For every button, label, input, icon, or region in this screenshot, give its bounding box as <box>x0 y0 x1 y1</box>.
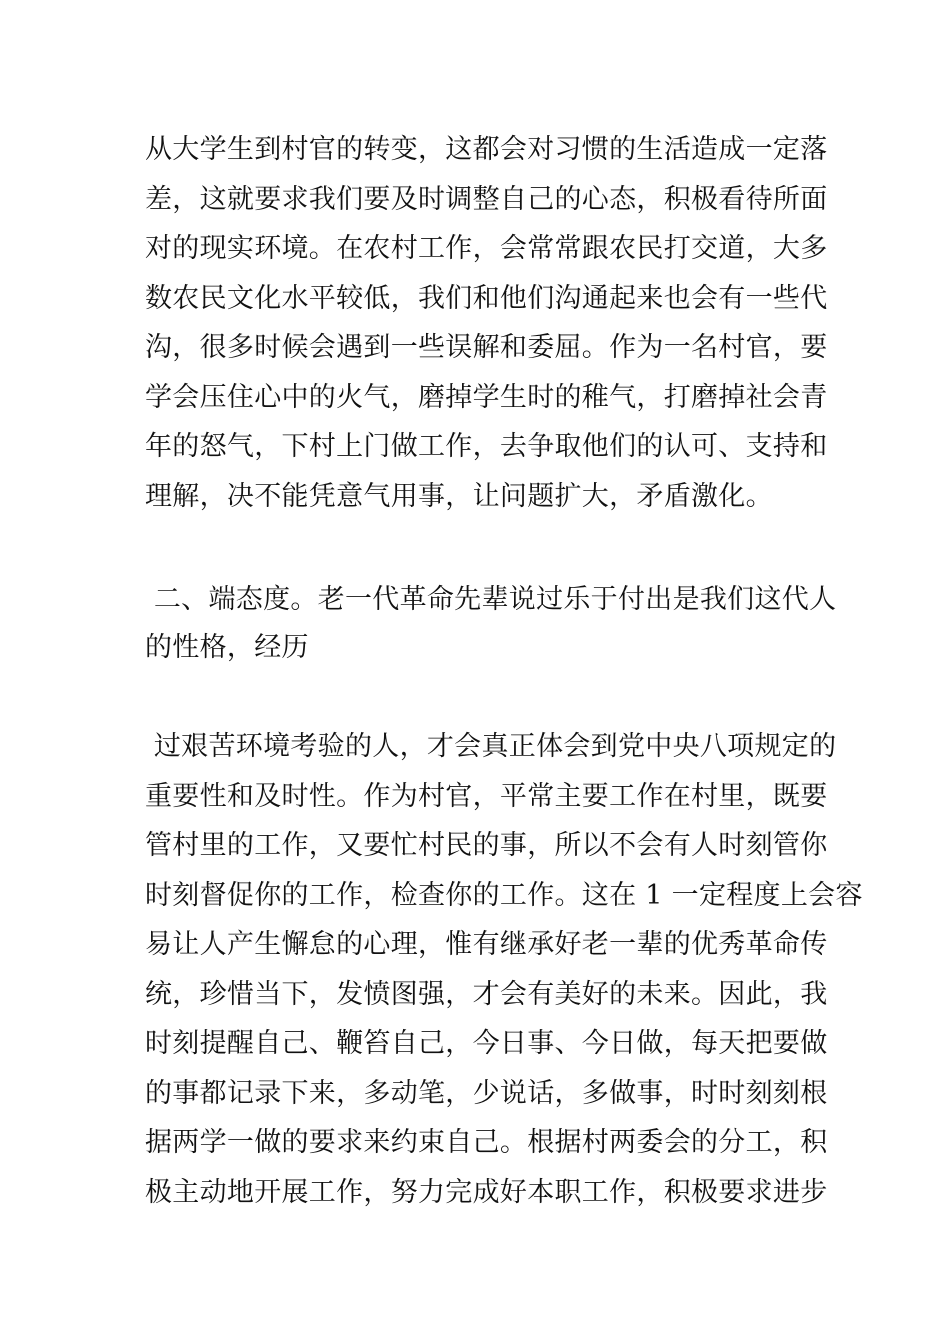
text-line: 极主动地开展工作，努力完成好本职工作，积极要求进步 <box>145 1177 828 1208</box>
text-line: 据两学一做的要求来约束自己。根据村两委会的分工，积 <box>145 1127 828 1158</box>
text-line: 易让人产生懈怠的心理，惟有继承好老一辈的优秀革命传 <box>145 929 828 960</box>
text-line: 对的现实环境。在农村工作，会常常跟农民打交道，大多 <box>145 233 828 264</box>
text-line: 年的怒气，下村上门做工作，去争取他们的认可、支持和 <box>145 431 828 462</box>
text-line: 时刻提醒自己、鞭笞自己，今日事、今日做，每天把要做 <box>145 1028 828 1059</box>
text-line: 从大学生到村官的转变，这都会对习惯的生活造成一定落 <box>145 134 828 165</box>
text-line: 管村里的工作，又要忙村民的事，所以不会有人时刻管你 <box>145 830 828 861</box>
text-line: 理解，决不能凭意气用事，让问题扩大，矛盾激化。 <box>145 481 773 512</box>
text-line: 数农民文化水平较低，我们和他们沟通起来也会有一些代 <box>145 283 828 314</box>
text-line: 差，这就要求我们要及时调整自己的心态，积极看待所面 <box>145 184 828 215</box>
text-line: 沟，很多时候会遇到一些误解和委屈。作为一名村官，要 <box>145 332 828 363</box>
text-line: 时刻督促你的工作，检查你的工作。这在 1 一定程度上会容 <box>145 880 863 911</box>
text-line: 的性格，经历 <box>145 632 309 663</box>
text-line: 过艰苦环境考验的人，才会真正体会到党中央八项规定的 <box>145 731 837 762</box>
text-line: 统，珍惜当下，发愤图强，才会有美好的未来。因此，我 <box>145 979 828 1010</box>
text-line: 学会压住心中的火气，磨掉学生时的稚气，打磨掉社会青 <box>145 382 828 413</box>
text-line: 的事都记录下来，多动笔，少说话，多做事，时时刻刻根 <box>145 1078 828 1109</box>
section-heading-line: 二、端态度。老一代革命先辈说过乐于付出是我们这代人 <box>145 584 837 615</box>
text-line: 重要性和及时性。作为村官，平常主要工作在村里，既要 <box>145 781 828 812</box>
